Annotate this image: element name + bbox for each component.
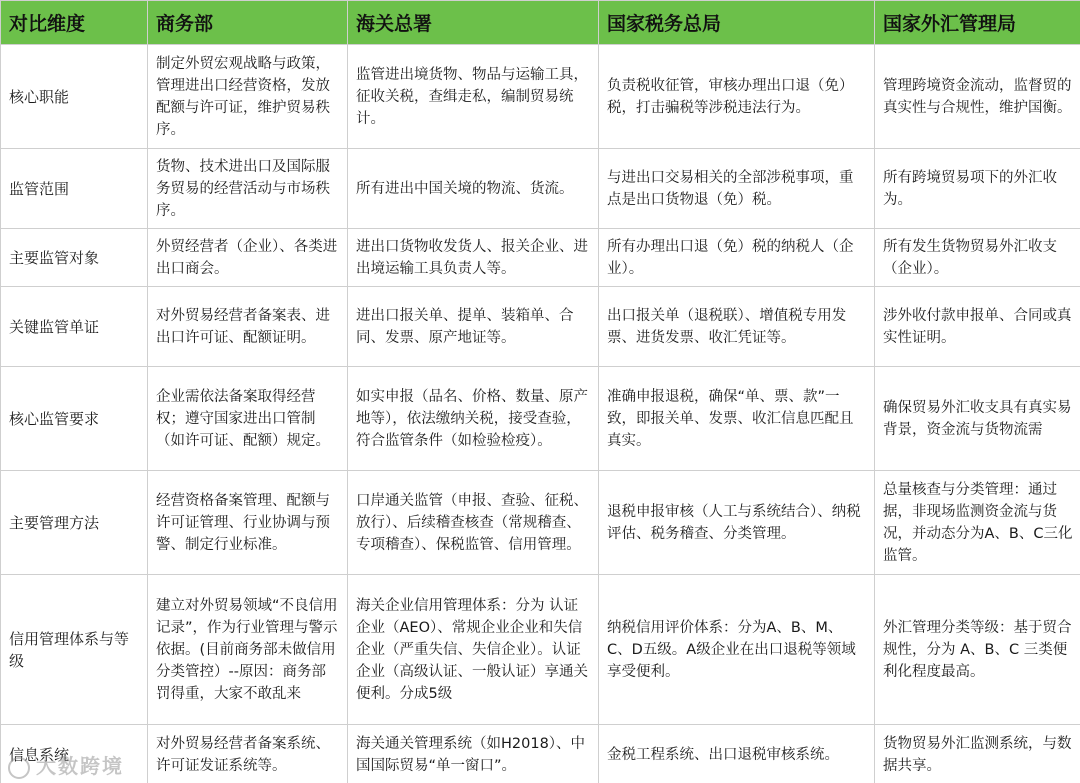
row-dimension: 监管范围	[1, 149, 148, 229]
header-tax: 国家税务总局	[599, 1, 875, 45]
table-cell: 所有发生货物贸易外汇收支（企业）。	[875, 229, 1080, 287]
table-cell: 进出口报关单、提单、装箱单、合同、发票、原产地证等。	[348, 287, 599, 367]
header-mofcom: 商务部	[148, 1, 348, 45]
table-cell: 所有跨境贸易项下的外汇收为。	[875, 149, 1080, 229]
watermark	[8, 750, 124, 779]
row-dimension: 信息系统	[1, 725, 148, 783]
watermark-logo-icon	[8, 757, 30, 779]
table-cell: 涉外收付款申报单、合同或真实性证明。	[875, 287, 1080, 367]
table-cell: 海关企业信用管理体系：分为 认证企业（AEO）、常规企业企业和失信企业（严重失信、失信企业）。认证企业（高级认证、一般认证）享通关便利。分成5级	[348, 575, 599, 725]
table-cell: 监管进出境货物、物品与运输工具，征收关税，查缉走私，编制贸易统计。	[348, 45, 599, 149]
table-cell: 制定外贸宏观战略与政策，管理进出口经营资格，发放配额与许可证，维护贸易秩序。	[148, 45, 348, 149]
table-cell: 货物贸易外汇监测系统，与数据共享。	[875, 725, 1080, 783]
table-row	[1, 575, 1080, 725]
header-safe: 国家外汇管理局	[875, 1, 1080, 45]
row-dimension: 核心监管要求	[1, 367, 148, 471]
table-cell: 对外贸易经营者备案表、进出口许可证、配额证明。	[148, 287, 348, 367]
table-cell: 准确申报退税，确保“单、票、款”一致，即报关单、发票、收汇信息匹配且真实。	[599, 367, 875, 471]
row-dimension: 信用管理体系与等级	[1, 575, 148, 725]
header-dimension: 对比维度	[1, 1, 148, 45]
table-cell: 出口报关单（退税联）、增值税专用发票、进货发票、收汇凭证等。	[599, 287, 875, 367]
watermark-text: 大数跨境	[36, 754, 124, 778]
table-cell: 管理跨境资金流动，监督贸的真实性与合规性，维护国衡。	[875, 45, 1080, 149]
table-cell: 退税申报审核（人工与系统结合）、纳税评估、税务稽查、分类管理。	[599, 471, 875, 575]
table-cell: 外贸经营者（企业）、各类进出口商会。	[148, 229, 348, 287]
table-cell: 口岸通关监管（申报、查验、征税、放行）、后续稽查核查（常规稽查、专项稽查）、保税监管、信用管理。	[348, 471, 599, 575]
table-row	[1, 725, 1080, 783]
table-cell: 与进出口交易相关的全部涉税事项，重点是出口货物退（免）税。	[599, 149, 875, 229]
table-cell: 外汇管理分类等级：基于贸合规性，分为 A、B、C 三类便利化程度最高。	[875, 575, 1080, 725]
table-row	[1, 149, 1080, 229]
row-dimension: 主要监管对象	[1, 229, 148, 287]
table-cell: 总量核查与分类管理：通过据，非现场监测资金流与货况，并动态分为A、B、C三化监管。	[875, 471, 1080, 575]
table-cell: 对外贸易经营者备案系统、许可证发证系统等。	[148, 725, 348, 783]
table-cell: 纳税信用评价体系：分为A、B、M、C、D五级。A级企业在出口退税等领域享受便利。	[599, 575, 875, 725]
row-dimension: 核心职能	[1, 45, 148, 149]
table-row	[1, 45, 1080, 149]
table-header-row	[1, 1, 1080, 45]
table-cell: 建立对外贸易领域“不良信用记录”，作为行业管理与警示依据。(目前商务部未做信用分类管控）--原因：商务部罚得重，大家不敢乱来	[148, 575, 348, 725]
table-row	[1, 229, 1080, 287]
table-cell: 金税工程系统、出口退税审核系统。	[599, 725, 875, 783]
table-cell: 企业需依法备案取得经营权；遵守国家进出口管制（如许可证、配额）规定。	[148, 367, 348, 471]
table-row	[1, 471, 1080, 575]
row-dimension: 主要管理方法	[1, 471, 148, 575]
table-cell: 货物、技术进出口及国际服务贸易的经营活动与市场秩序。	[148, 149, 348, 229]
row-dimension: 关键监管单证	[1, 287, 148, 367]
header-customs: 海关总署	[348, 1, 599, 45]
table-row	[1, 287, 1080, 367]
table-row	[1, 367, 1080, 471]
table-cell: 确保贸易外汇收支具有真实易背景，资金流与货物流需	[875, 367, 1080, 471]
table-cell: 所有进出中国关境的物流、货流。	[348, 149, 599, 229]
table-cell: 海关通关管理系统（如H2018）、中国国际贸易“单一窗口”。	[348, 725, 599, 783]
table-cell: 所有办理出口退（免）税的纳税人（企业）。	[599, 229, 875, 287]
table-cell: 如实申报（品名、价格、数量、原产地等），依法缴纳关税，接受查验，符合监管条件（如检验检疫）。	[348, 367, 599, 471]
table-cell: 经营资格备案管理、配额与许可证管理、行业协调与预警、制定行业标准。	[148, 471, 348, 575]
table-cell: 进出口货物收发货人、报关企业、进出境运输工具负责人等。	[348, 229, 599, 287]
table-cell: 负责税收征管，审核办理出口退（免）税，打击骗税等涉税违法行为。	[599, 45, 875, 149]
